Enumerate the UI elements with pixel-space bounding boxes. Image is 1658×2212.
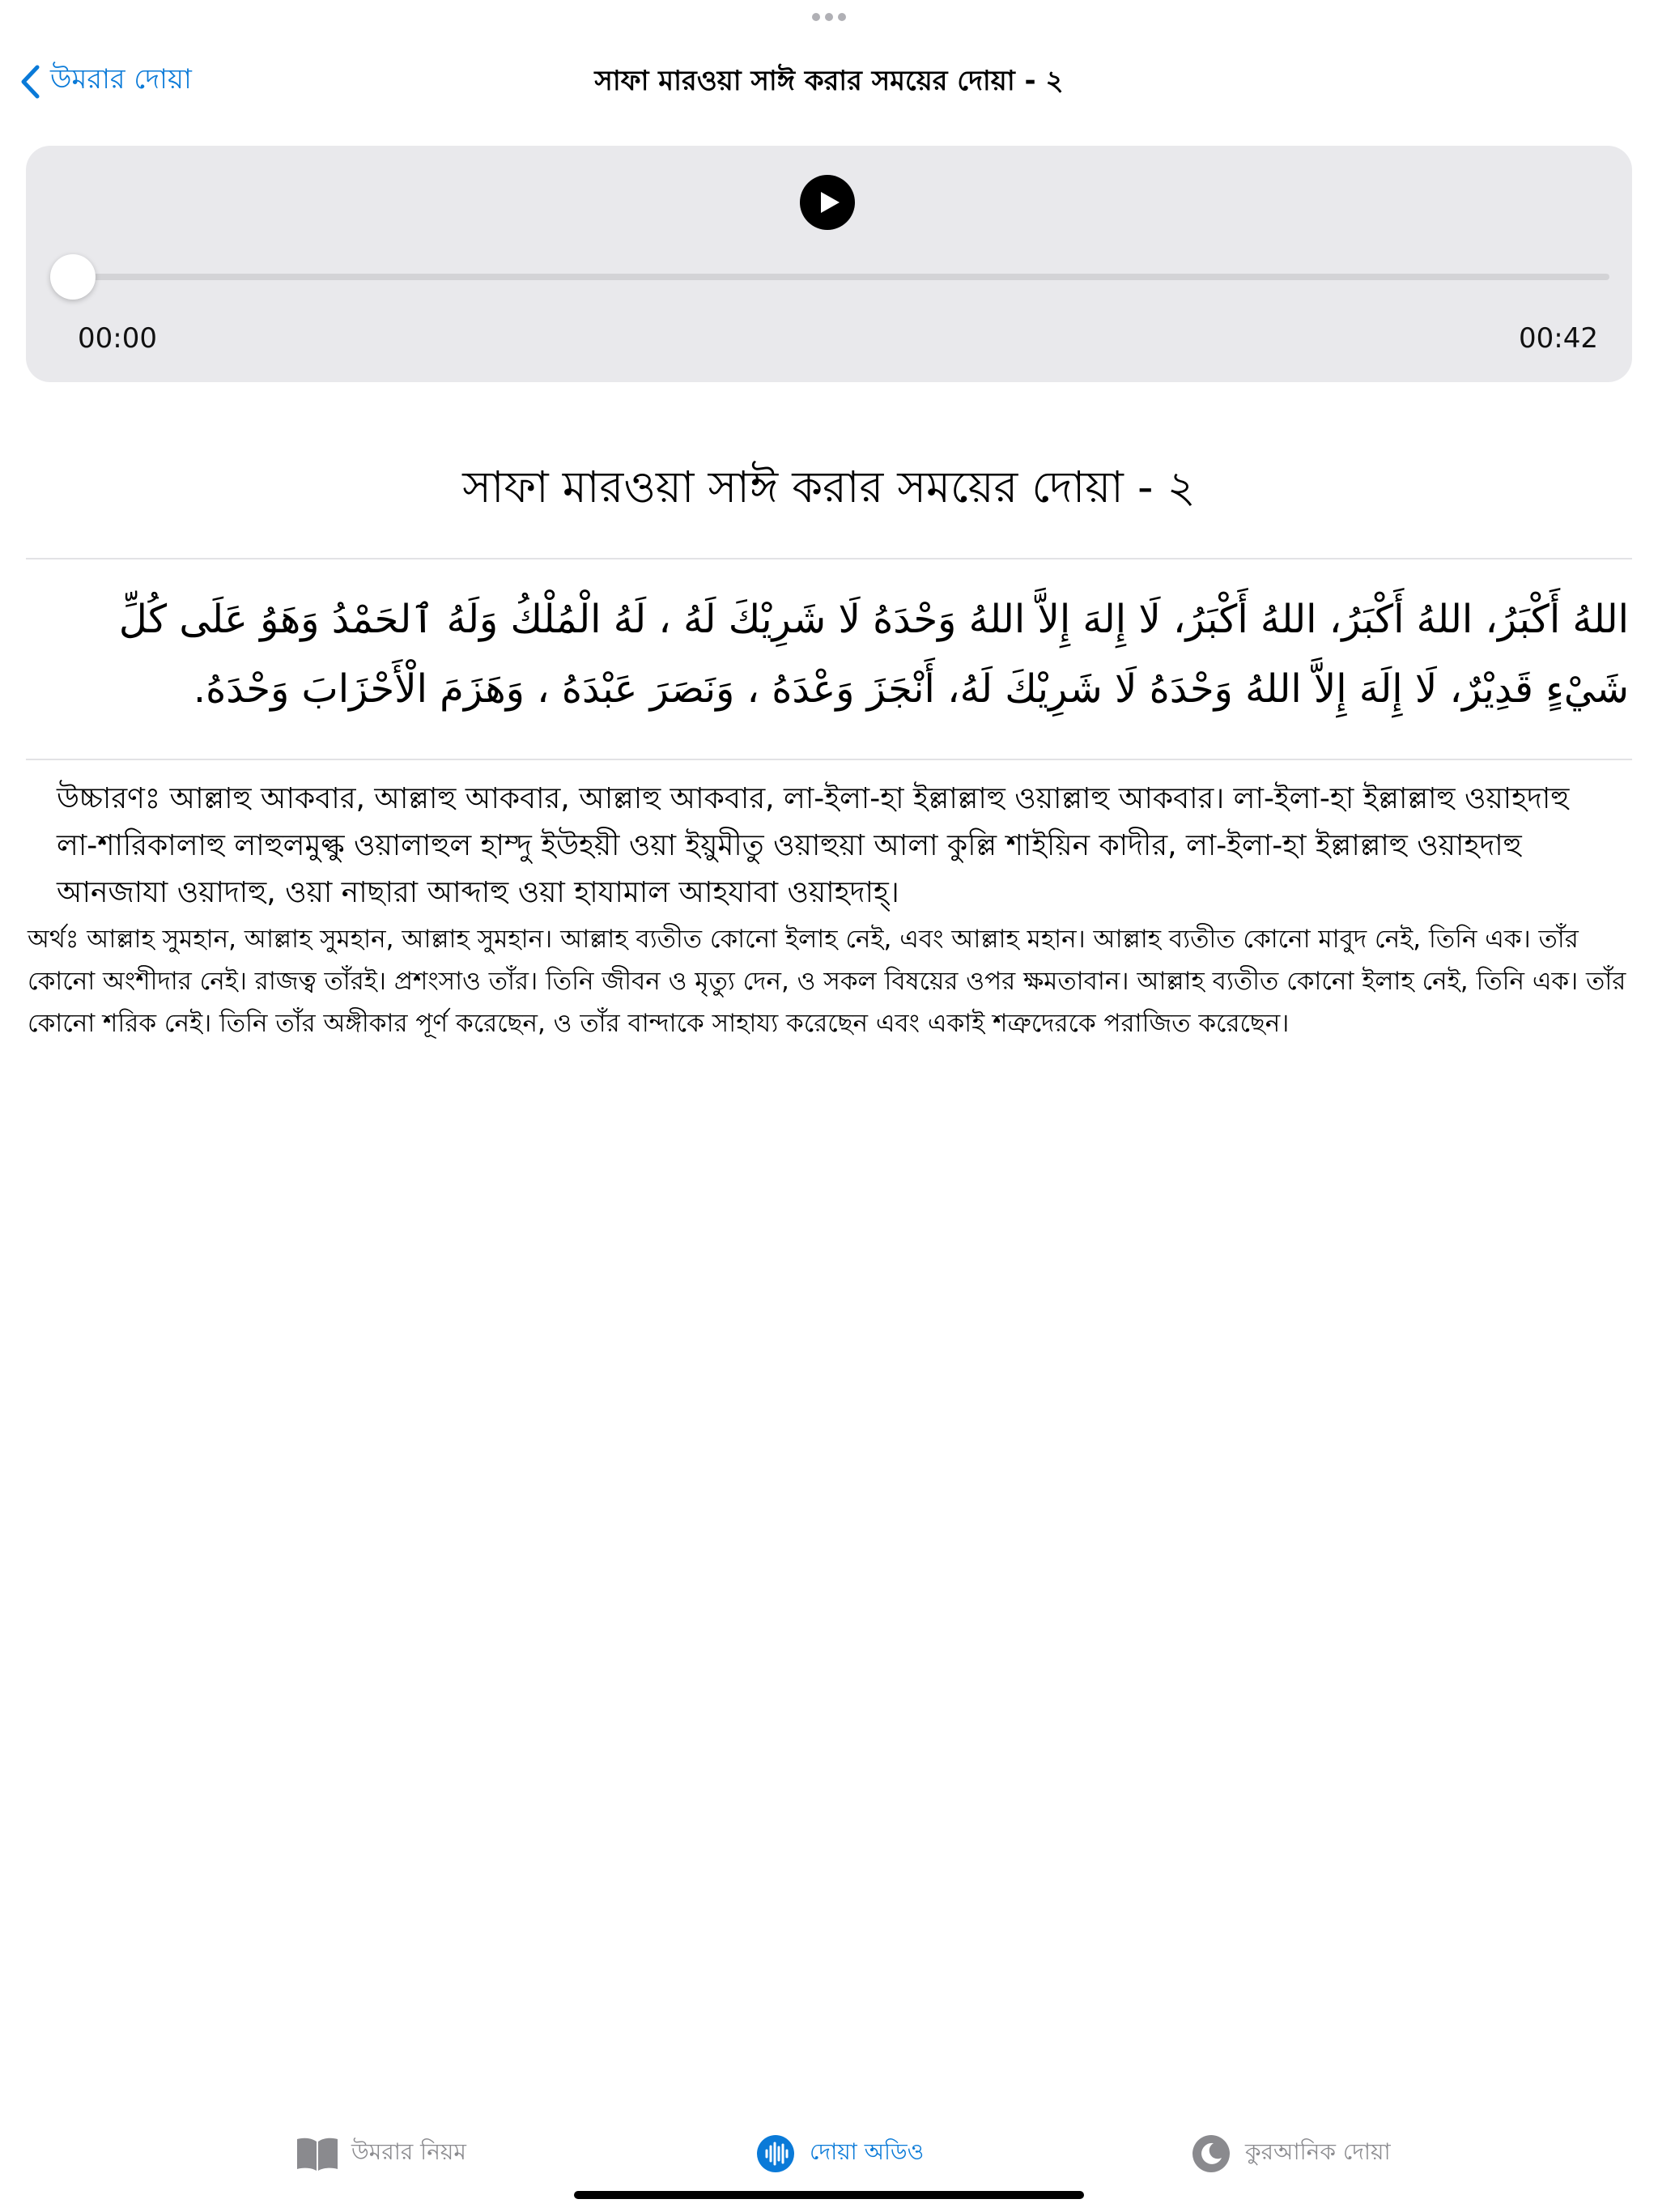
tab-label: কুরআনিক দোয়া (1245, 2138, 1391, 2165)
back-button-label: উমরার দোয়া (50, 63, 192, 96)
play-button[interactable] (800, 175, 855, 230)
tab-label: দোয়া অডিও (810, 2138, 925, 2165)
home-indicator[interactable] (574, 2191, 1084, 2199)
dua-title: সাফা মারওয়া সাঈ করার সময়ের দোয়া - ২ (462, 462, 1196, 513)
current-time: 00:00 (78, 322, 157, 355)
grabber-dot (825, 13, 833, 21)
audio-player (26, 146, 1632, 382)
divider (26, 759, 1632, 760)
moon-icon (1188, 2135, 1234, 2172)
arabic-text: اللهُ أَكْبَرُ، اللهُ أَكْبَرُ، اللهُ أَكْبَرُ، لَا إِلهَ إِلاَّ اللهُ وَحْدَهُ لَا شَرِيْكَ لَهُ ، لَهُ الْمُلْكُ وَلَهُ ٱلحَمْدُ وَهَوُ عَلَى كُلِّ شَيْءٍ قَدِيْرٌ، لَا إِلَهَ إِلاَّ اللهُ وَحْدَهُ لَا شَرِيْكَ لَهُ، أَنْجَزَ وَعْدَهُ ، وَنَصَرَ عَبْدَهُ ، وَهَزَمَ الْأَحْزَابَ وَحْدَهُ. (118, 597, 1629, 712)
pronunciation-text: উচ্চারণঃ আল্লাহু আকবার, আল্লাহু আকবার, আল্লাহু আকবার, লা-ইলা-হা ইল্লাল্লাহু ওয়াল্লাহু আকবার। লা-ইলা-হা ইল্লাল্লাহু ওয়াহদাহু লা-শারিকালাহু লাহুলমুল্কু ওয়ালাহুল হাম্দু ইউহয়ী ওয়া ইয়ুমীতু ওয়াহুয়া আলা কুল্লি শাইয়িন কাদীর, লা-ইলা-হা ইল্লাল্লাহু ওয়াহদাহু আনজাযা ওয়াদাহু, ওয়া নাছারা আব্দাহু ওয়া হাযামাল আহযাবা ওয়াহদাহ্। (57, 782, 1570, 909)
book-icon (295, 2135, 340, 2172)
progress-thumb[interactable] (50, 254, 96, 300)
tab-bar (0, 2120, 1658, 2184)
duration-time: 00:42 (1519, 322, 1598, 355)
tab-quranic-dua[interactable] (1188, 2134, 1391, 2172)
tab-dua-audio[interactable] (753, 2134, 924, 2172)
meaning-text: অর্থঃ আল্লাহ সুমহান, আল্লাহ সুমহান, আল্লাহ সুমহান। আল্লাহ ব্যতীত কোনো ইলাহ নেই, এবং আল্লাহ মহান। আল্লাহ ব্যতীত কোনো মাবুদ নেই, তিনি এক। তাঁর কোনো অংশীদার নেই। রাজত্ব তাঁরই। প্রশংসাও তাঁর। তিনি জীবন ও মৃত্যু দেন, ও সকল বিষয়ের ওপর ক্ষমতাবান। আল্লাহ ব্যতীত কোনো ইলাহ নেই, তিনি এক। তাঁর কোনো শরিক নেই। তিনি তাঁর অঙ্গীকার পূর্ণ করেছেন, ও তাঁর বান্দাকে সাহায্য করেছেন এবং একাই শত্রুদেরকে পরাজিত করেছেন। (28, 925, 1626, 1038)
progress-track[interactable] (73, 274, 1609, 280)
grabber-dot (812, 13, 820, 21)
tab-label: উমরার নিয়ম (351, 2138, 466, 2165)
play-icon (819, 191, 840, 214)
waveform-icon (753, 2135, 798, 2172)
grabber-dot (838, 13, 846, 21)
window-grabber[interactable] (812, 13, 846, 21)
nav-title: সাফা মারওয়া সাঈ করার সময়ের দোয়া - ২ (594, 65, 1064, 97)
tab-umrah-rules[interactable] (295, 2134, 466, 2172)
divider (26, 558, 1632, 559)
